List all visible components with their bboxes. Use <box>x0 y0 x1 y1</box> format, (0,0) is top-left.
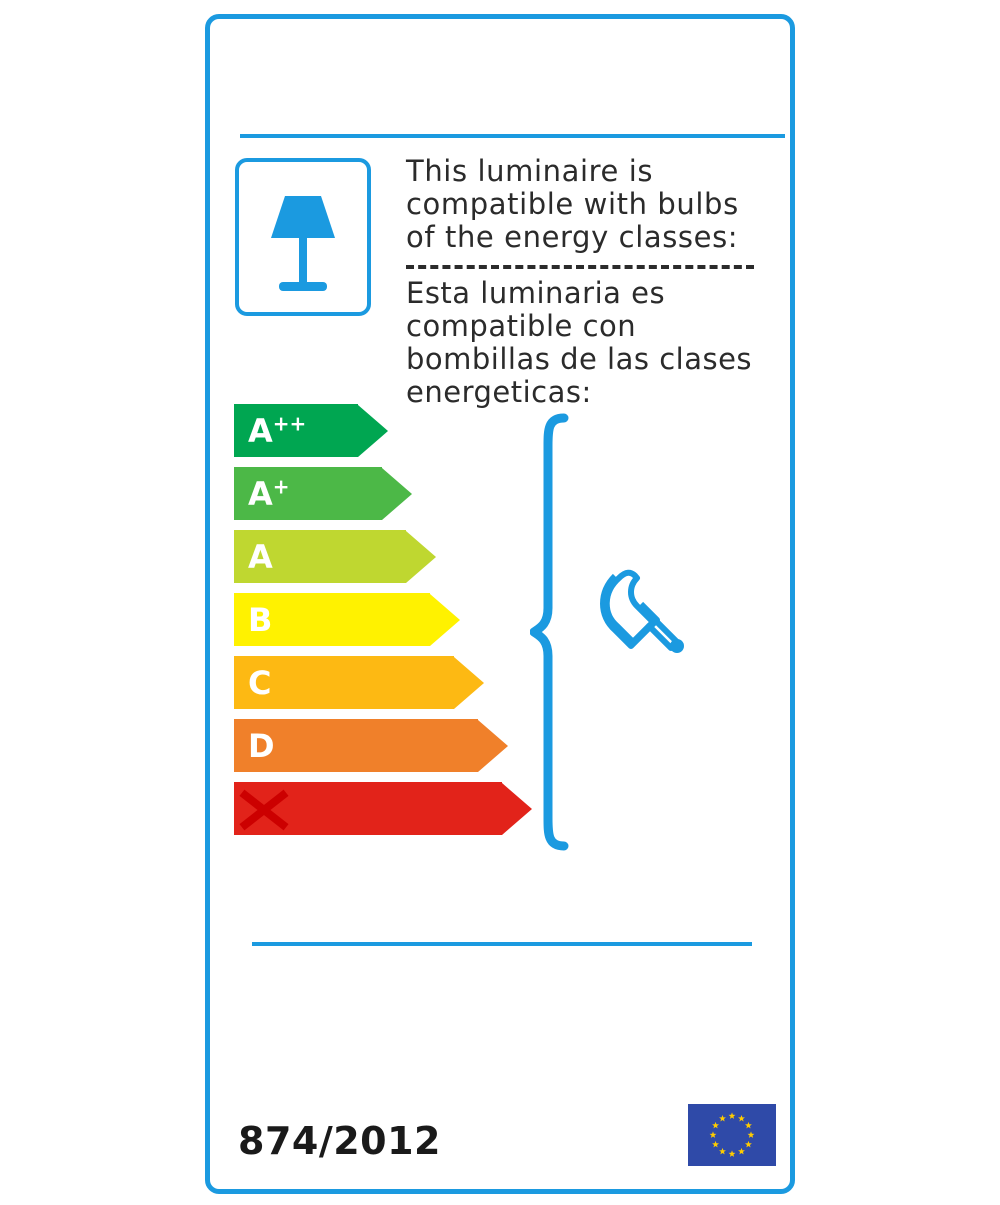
energy-class-row <box>234 719 494 772</box>
light-bulb-icon <box>585 564 695 674</box>
regulation-number: 874/2012 <box>238 1119 441 1163</box>
divider-top <box>240 134 785 138</box>
energy-class-arrow <box>234 530 436 583</box>
energy-class-row <box>234 467 494 520</box>
energy-class-list <box>234 404 494 845</box>
energy-class-row <box>234 656 494 709</box>
divider-bottom <box>252 942 752 946</box>
energy-class-row <box>234 404 494 457</box>
energy-class-label: C <box>248 663 272 702</box>
curly-brace-icon <box>530 412 570 852</box>
energy-class-row <box>234 530 494 583</box>
energy-class-arrow <box>234 404 388 457</box>
energy-class-label: A <box>248 537 273 576</box>
energy-label-card <box>205 14 795 1194</box>
energy-class-row <box>234 782 494 835</box>
energy-class-arrow <box>234 656 484 709</box>
lamp-icon-box <box>235 158 371 316</box>
energy-class-label: B <box>248 600 273 639</box>
energy-class-label: A+ <box>248 473 290 513</box>
text-spanish: Esta luminaria es compatible con bombillas de las clases energeticas: <box>406 276 753 409</box>
energy-class-row <box>234 593 494 646</box>
energy-class-arrow <box>234 467 412 520</box>
dashed-separator <box>406 265 754 269</box>
table-lamp-icon <box>239 297 367 316</box>
energy-class-arrow <box>234 782 532 835</box>
text-english: This luminaire is compatible with bulbs of the energy classes: <box>406 154 739 254</box>
energy-class-label: D <box>248 726 275 765</box>
energy-class-arrow <box>234 593 460 646</box>
energy-class-arrow <box>234 719 508 772</box>
energy-class-label: A++ <box>248 410 307 450</box>
eu-flag-icon <box>688 1104 776 1166</box>
